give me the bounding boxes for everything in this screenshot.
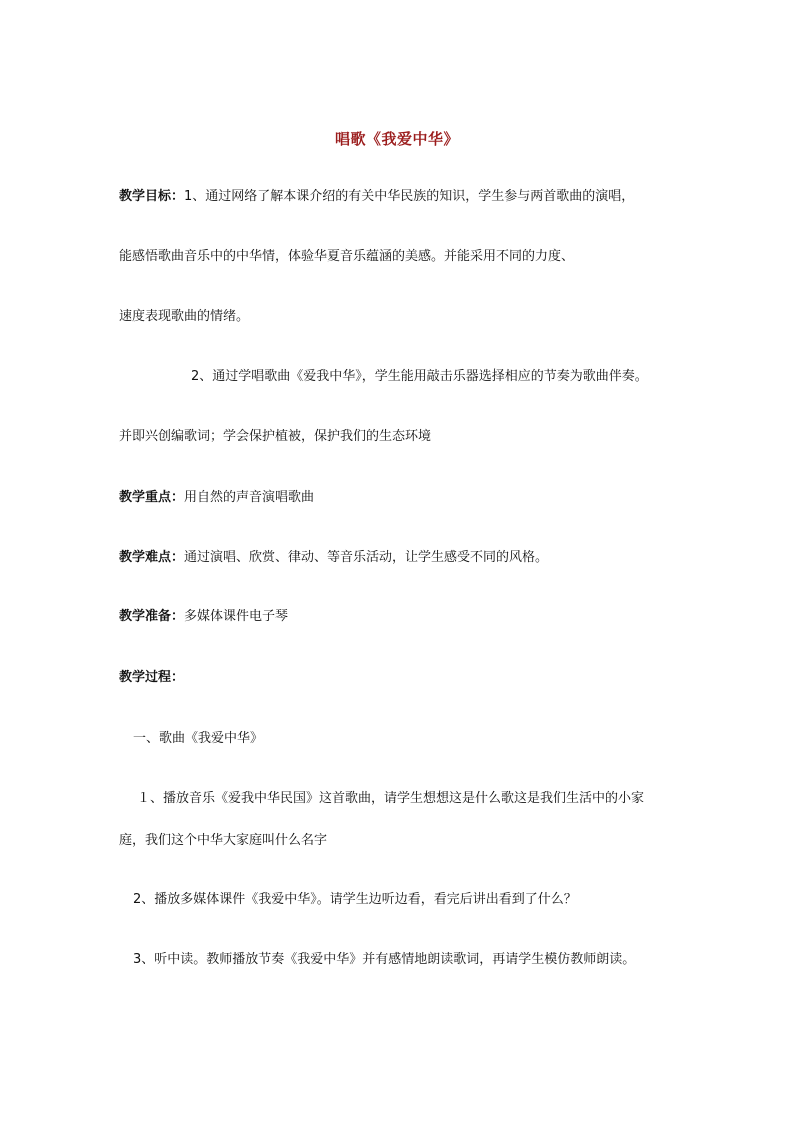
preparation-text: 多媒体课件电子琴 [184, 609, 289, 624]
objectives-line-2: 能感悟歌曲音乐中的中华情，体验华夏音乐蕴涵的美感。并能采用不同的力度、 [119, 249, 575, 264]
objectives-line-4: 2、通过学唱歌曲《爱我中华》，学生能用敲击乐器选择相应的节奏为歌曲伴奏。 [191, 369, 648, 384]
objectives-line-1 [119, 188, 634, 206]
key-points-line [119, 489, 314, 507]
process-section-1: 一、歌曲《我爱中华》 [133, 731, 264, 746]
objectives-line-3: 速度表现歌曲的情绪。 [119, 309, 250, 324]
process-step-2: 2、播放多媒体课件《我爱中华》。请学生边听边看，看完后讲出看到了什么？ [133, 892, 577, 907]
process-step-1-line-2: 庭，我们这个中华大家庭叫什么名字 [119, 833, 328, 848]
key-points-label: 教学重点： [119, 490, 185, 505]
difficulties-text: 通过演唱、欣赏、律动、等音乐活动，让学生感受不同的风格。 [184, 550, 549, 565]
objectives-text-1: 1、通过网络了解本课介绍的有关中华民族的知识，学生参与两首歌曲的演唱， [184, 189, 635, 204]
key-points-text: 用自然的声音演唱歌曲 [184, 490, 315, 505]
difficulties-label: 教学难点： [119, 550, 185, 565]
preparation-label: 教学准备： [119, 609, 185, 624]
preparation-line [119, 608, 288, 626]
objectives-line-5: 并即兴创编歌词；学会保护植被，保护我们的生态环境 [119, 429, 432, 444]
difficulties-line [119, 549, 548, 567]
page-title: 唱歌《我爱中华》 [334, 130, 459, 148]
process-label: 教学过程： [119, 670, 185, 685]
objectives-label: 教学目标： [119, 189, 185, 204]
process-step-3: 3、听中读。教师播放节奏《我爱中华》并有感情地朗读歌词，再请学生模仿教师朗读。 [133, 952, 636, 967]
process-step-1-line-1: １、播放音乐《爱我中华民国》这首歌曲，请学生想想这是什么歌这是我们生活中的小家 [137, 791, 645, 806]
